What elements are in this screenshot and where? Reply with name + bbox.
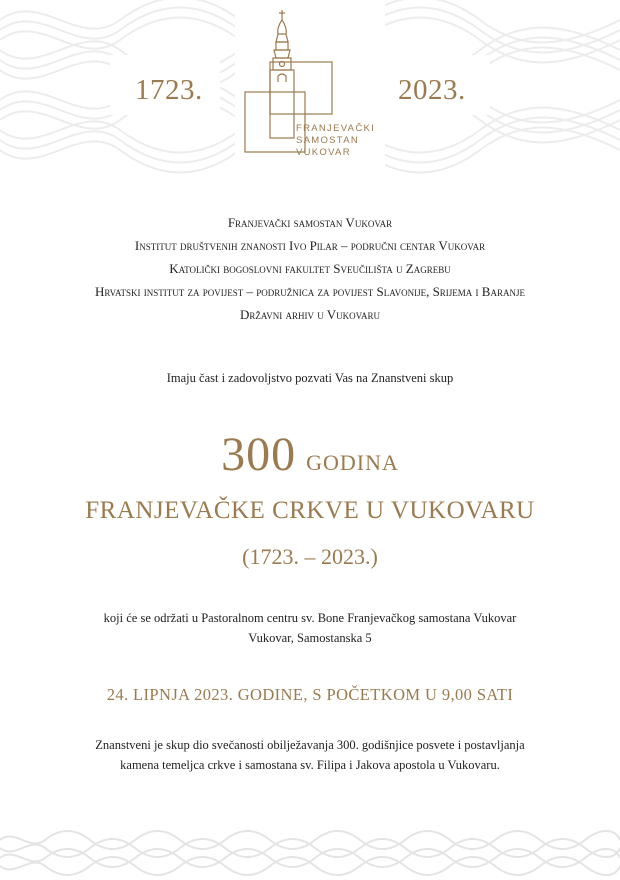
bottom-ornament-band: [0, 826, 620, 880]
organizer: Državni arhiv u Vukovaru: [240, 307, 380, 322]
invitation-text: Imaju čast i zadovoljstvo pozvati Vas na Znanstveni skup: [166, 371, 454, 385]
logo-text-line-3: VUKOVAR: [296, 147, 351, 158]
year-end: 2023.: [398, 74, 466, 106]
event-title: [40, 428, 580, 570]
logo-text-line-1: FRANJEVAČKI: [296, 123, 376, 134]
logo-text-line-2: SAMOSTAN: [296, 135, 360, 146]
organizers-list: [90, 215, 530, 330]
organizer: Katolički bogoslovni fakultet Sveučilišta u Zagrebu: [169, 261, 451, 276]
title-years: (1723. – 2023.): [242, 544, 378, 569]
venue-address: Vukovar, Samostanska 5: [248, 631, 372, 645]
venue-line-1: koji će se održati u Pastoralnom centru sv. Bone Franjevačkog samostana Vukovar: [103, 611, 517, 625]
title-number: 300: [221, 428, 297, 481]
venue: [60, 608, 560, 648]
organizer: Institut društvenih znanosti Ivo Pilar – područni centar Vukovar: [134, 238, 486, 253]
organizer: Hrvatski institut za povijest – podružnica za povijest Slavonije, Srijema i Baranje: [95, 284, 525, 299]
title-subject: FRANJEVAČKE CRKVE U VUKOVARU: [85, 497, 535, 524]
event-description: Znanstveni je skup dio svečanosti obilježavanja 300. godišnjice posvete i postavljanja kamena temeljca crkve i samostana sv. Filipa i Jakova apostola u Vukovaru.: [95, 738, 525, 772]
title-word: GODINA: [306, 450, 399, 475]
year-start: 1723.: [135, 74, 203, 106]
event-date: 24. LIPNJA 2023. GODINE, S POČETKOM U 9,00 SATI: [106, 685, 514, 704]
organizer: Franjevački samostan Vukovar: [227, 215, 393, 230]
